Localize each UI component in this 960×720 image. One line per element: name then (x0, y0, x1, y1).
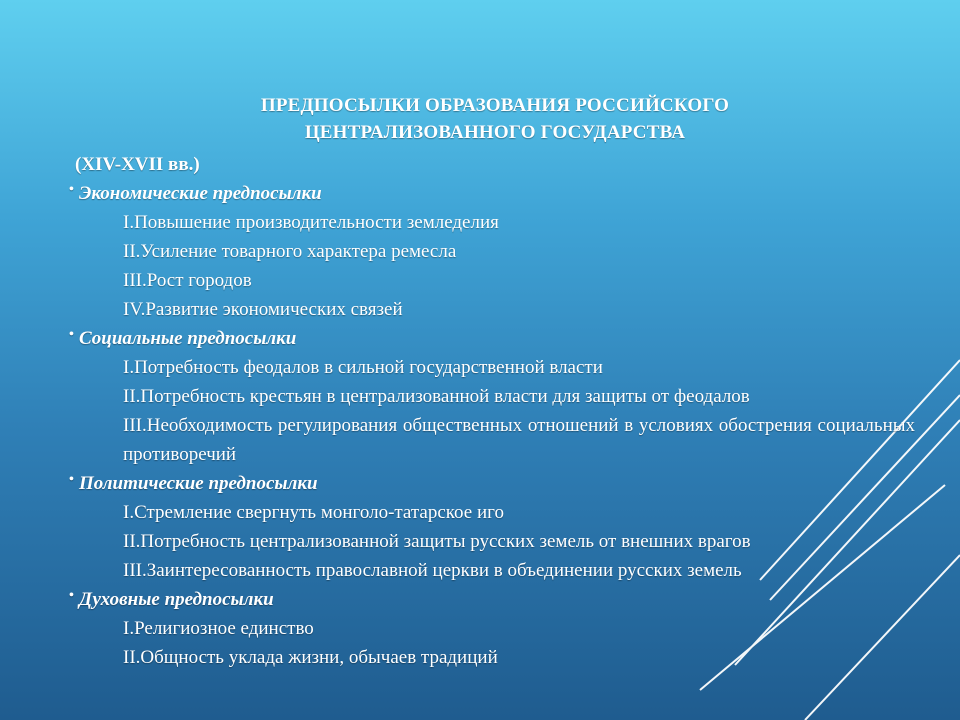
list-item: II.Потребность централизованной защиты русских земель от внешних врагов (123, 531, 751, 552)
category-social (69, 324, 915, 469)
bullet-icon: • (69, 588, 74, 603)
list-item: III.Рост городов (123, 270, 252, 291)
period-label: (XIV-XVII вв.) (75, 154, 200, 175)
bullet-icon: • (69, 182, 74, 197)
list-item: I.Потребность феодалов в сильной государственной власти (123, 357, 603, 378)
list-item: II.Общность уклада жизни, обычаев традиций (123, 647, 498, 668)
list-item: II.Потребность крестьян в централизованной власти для защиты от феодалов (123, 386, 750, 407)
list-item: IV.Развитие экономических связей (123, 299, 403, 320)
category-heading: • Политические предпосылки (75, 469, 915, 498)
category-economic (69, 179, 915, 324)
category-political (69, 469, 915, 585)
category-heading: • Экономические предпосылки (75, 179, 915, 208)
list-item: I.Повышение производительности земледелия (123, 212, 499, 233)
list-item: III.Заинтересованность православной церкви в объединении русских земель (123, 560, 742, 581)
category-heading: • Социальные предпосылки (75, 324, 915, 353)
bullet-icon: • (69, 472, 74, 487)
list-item: II.Усиление товарного характера ремесла (123, 241, 457, 262)
list-item: I.Религиозное единство (123, 618, 314, 639)
category-heading: • Духовные предпосылки (75, 585, 915, 614)
list-item: I.Стремление свергнуть монголо-татарское иго (123, 502, 504, 523)
content-list (69, 150, 915, 672)
list-item: III.Необходимость регулирования общественных отношений в условиях обострения социальных противоречий (123, 415, 915, 465)
slide-title: ПРЕДПОСЫЛКИ ОБРАЗОВАНИЯ РОССИЙСКОГО ЦЕНТРАЛИЗОВАННОГО ГОСУДАРСТВА (260, 95, 730, 143)
bullet-icon: • (69, 327, 74, 342)
category-spiritual (69, 585, 915, 672)
